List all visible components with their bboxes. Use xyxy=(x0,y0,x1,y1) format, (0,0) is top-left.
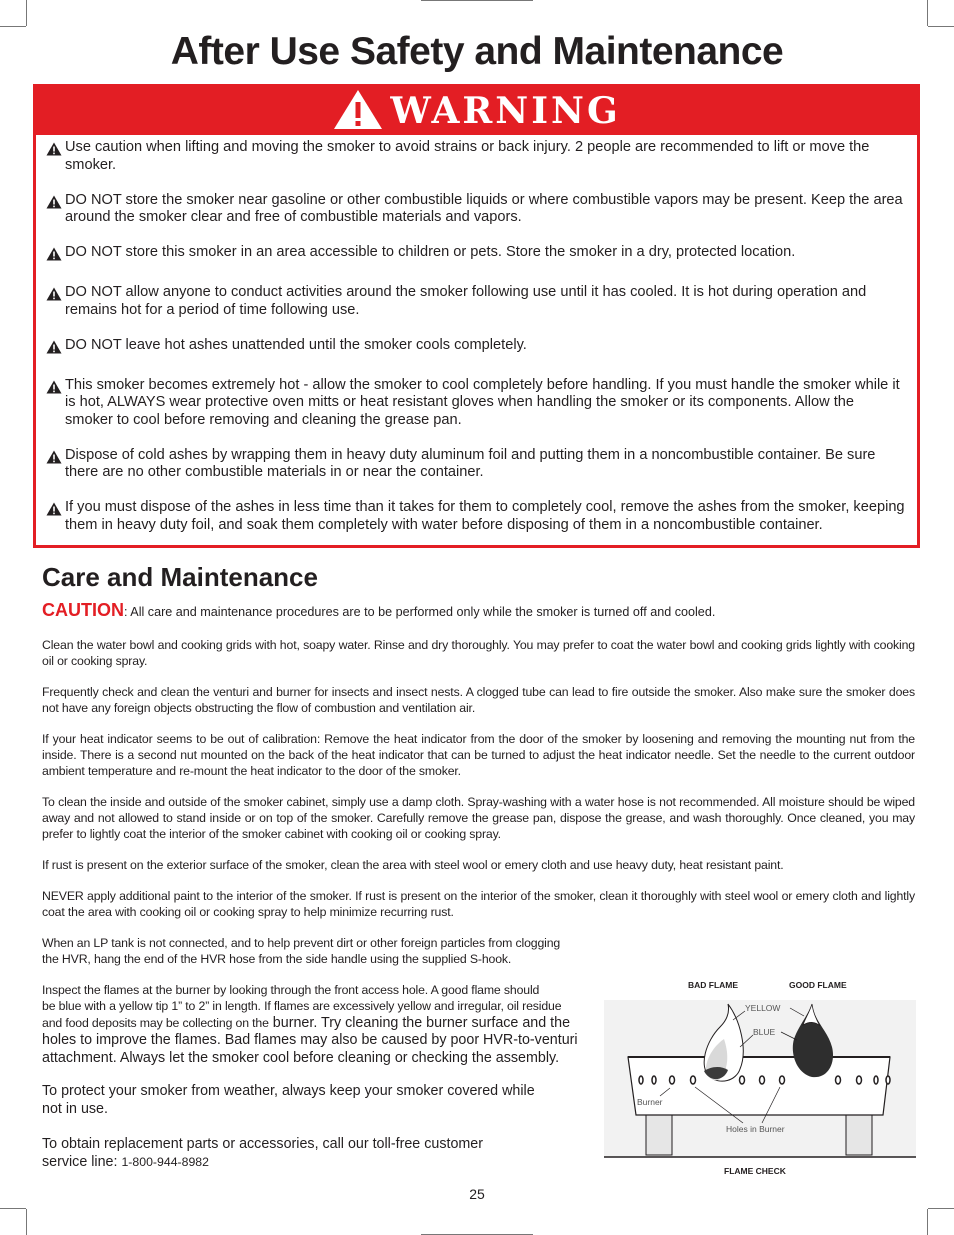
warning-item-text: Use caution when lifting and moving the smoker to avoid strains or back injury. 2 people are recommended to lift or move the smoker. xyxy=(65,139,870,173)
text-line: be blue with a yellow tip 1” to 2” in length. If flames are excessively yellow and irregular, oil residue xyxy=(42,999,562,1013)
caution-triangle-icon xyxy=(46,192,65,227)
caution-note xyxy=(42,600,715,621)
caution-triangle-icon xyxy=(46,284,65,319)
phone-number: 1-800-944-8982 xyxy=(121,1154,209,1169)
crop-mark xyxy=(26,0,27,26)
crop-mark xyxy=(0,26,26,27)
text-line: attachment. Always let the smoker cool before cleaning or checking the assembly. xyxy=(42,1049,560,1066)
paragraph-cleaning-cabinet: To clean the inside and outside of the smoker cabinet, simply use a damp cloth. Spray-washing with a water hose is not recommended. All moisture should be wiped away and not allowed to stand inside or on top of the smoker. Carefully remove the grease pan, dispose the grease, and wash thoroughly. Once cleaned, you may prefer to lightly coat the interior of the smoker cabinet with cooking oil or cooking spray. xyxy=(42,795,915,841)
crop-mark xyxy=(0,1208,26,1209)
text-line: To obtain replacement parts or accessories, call our toll-free customer xyxy=(42,1136,484,1152)
warning-item xyxy=(46,139,905,174)
paragraph-heat-indicator: If your heat indicator seems to be out of calibration: Remove the heat indicator from the door of the smoker by loosening and removing the mounting nut from the inside. There is a second nut mounted on the back of the heat indicator that can be turned to adjust the heat indicator needle. Set the needle to the current outdoor ambient temperature and re-mount the heat indicator to the door of the smoker. xyxy=(42,732,915,778)
crop-mark xyxy=(927,1209,928,1235)
warning-item xyxy=(46,284,905,319)
caution-triangle-icon xyxy=(46,499,65,534)
paragraph-interior-rust: NEVER apply additional paint to the interior of the smoker. If rust is present on the interior of the smoker, clean it thoroughly with steel wool or emery cloth and lightly coat the area with cooking oil or cooking spray to help minimize recurring rust. xyxy=(42,889,915,919)
flame-check-diagram xyxy=(600,975,920,1180)
caution-triangle-icon xyxy=(46,244,65,267)
crop-mark xyxy=(928,26,954,27)
warning-list xyxy=(36,135,917,534)
paragraph-lp-tank xyxy=(42,935,560,967)
text-line: Inspect the flames at the burner by looking through the front access hole. A good flame should xyxy=(42,983,540,997)
warning-item xyxy=(46,337,905,360)
caution-triangle-icon xyxy=(46,447,65,482)
warning-item-text: If you must dispose of the ashes in less time than it takes for them to completely cool, remove the ashes from the smoker, keeping them in heavy duty foil, and soak them completely with water before disposing of them in a noncombustible container. xyxy=(65,499,905,533)
warning-header xyxy=(36,87,917,135)
warning-item-text: DO NOT store this smoker in an area accessible to children or pets. Store the smoker in a dry, protected location. xyxy=(65,244,796,260)
text-segment: and food deposits may be collecting on the xyxy=(42,1016,269,1030)
crop-mark xyxy=(26,1209,27,1235)
crop-mark xyxy=(928,1208,954,1209)
paragraph-venturi: Frequently check and clean the venturi and burner for insects and insect nests. A clogged tube can lead to fire outside the smoker. Also make sure the smoker does not have any foreign objects obstructing the flow of combustion and ventilation air. xyxy=(42,685,915,715)
text-line-mixed xyxy=(42,1154,483,1172)
text-line: not in use. xyxy=(42,1100,108,1117)
burner-label: Burner xyxy=(637,1097,663,1107)
warning-item-text: DO NOT allow anyone to conduct activities around the smoker following use until it has cooled. It is hot during operation and remains hot for a period of time following use. xyxy=(65,284,867,318)
text-line: the HVR, hang the end of the HVR hose from the side handle using the supplied S-hook. xyxy=(42,952,512,966)
burner-body xyxy=(628,1057,890,1115)
yellow-label: YELLOW xyxy=(745,1003,781,1013)
warning-item-text: DO NOT store the smoker near gasoline or other combustible liquids or where combustible vapors may be present. Keep the area around the smoker clear and free of combustible materials and vapors. xyxy=(65,191,903,225)
caution-text: : All care and maintenance procedures are to be performed only while the smoker is turned off and cooled. xyxy=(124,605,716,619)
paragraph-cover xyxy=(42,1083,535,1118)
warning-item xyxy=(46,447,905,482)
good-flame-label: GOOD FLAME xyxy=(789,980,847,990)
crop-mark xyxy=(927,0,928,26)
warning-item-text: DO NOT leave hot ashes unattended until the smoker cools completely. xyxy=(65,336,527,353)
warning-box xyxy=(33,84,920,548)
figure-caption: FLAME CHECK xyxy=(724,1166,786,1176)
warning-item-text: Dispose of cold ashes by wrapping them in heavy duty aluminum foil and putting them in a noncombustible container. Be sure there are no other combustible materials in or near the container. xyxy=(65,446,876,480)
crop-mark xyxy=(421,0,533,1)
caution-triangle-icon xyxy=(46,139,65,174)
caution-label: CAUTION xyxy=(42,600,124,620)
paragraph-exterior-rust: If rust is present on the exterior surface of the smoker, clean the area with steel wool or emery cloth and use heavy duty, heat resistant paint. xyxy=(42,858,784,872)
warning-item xyxy=(46,499,905,534)
text-line: When an LP tank is not connected, and to help prevent dirt or other foreign particles from clogging xyxy=(42,936,561,950)
paragraph-flame-inspection xyxy=(42,982,578,1067)
warning-item xyxy=(46,244,905,267)
text-line: To protect your smoker from weather, always keep your smoker covered while xyxy=(42,1083,535,1099)
caution-triangle-icon xyxy=(46,337,65,360)
warning-item xyxy=(46,192,905,227)
page-title: After Use Safety and Maintenance xyxy=(170,30,784,73)
text-segment: service line: xyxy=(42,1153,122,1170)
holes-label: Holes in Burner xyxy=(726,1124,785,1134)
text-line: holes to improve the flames. Bad flames may also be caused by poor HVR-to-venturi xyxy=(42,1032,578,1048)
bad-flame-label: BAD FLAME xyxy=(688,980,739,990)
warning-item-text: This smoker becomes extremely hot - allow the smoker to cool completely before handling. If you must handle the smoker while it is hot, ALWAYS wear protective oven mitts or heat resistant gloves when handling the smoker or its components. Allow the smoker to cool before removing and cleaning the grease pan. xyxy=(65,376,900,428)
warning-label: WARNING xyxy=(390,90,621,132)
text-segment: burner. Try cleaning the burner surface and the xyxy=(268,1015,571,1031)
burner-leg xyxy=(846,1115,872,1155)
blue-label: BLUE xyxy=(753,1027,776,1037)
paragraph-replacement-parts xyxy=(42,1136,483,1171)
warning-item xyxy=(46,377,905,430)
paragraph-water-bowl: Clean the water bowl and cooking grids with hot, soapy water. Rinse and dry thoroughly. You may prefer to coat the water bowl and cooking grids lightly with cooking oil or cooking spray. xyxy=(42,638,915,668)
text-line-mixed xyxy=(42,1014,578,1032)
page-number: 25 xyxy=(469,1186,485,1202)
section-title: Care and Maintenance xyxy=(42,562,318,592)
flame-check-figure xyxy=(600,975,920,1180)
burner-leg xyxy=(646,1115,672,1155)
warning-triangle-icon xyxy=(332,87,384,136)
caution-triangle-icon xyxy=(46,377,65,430)
